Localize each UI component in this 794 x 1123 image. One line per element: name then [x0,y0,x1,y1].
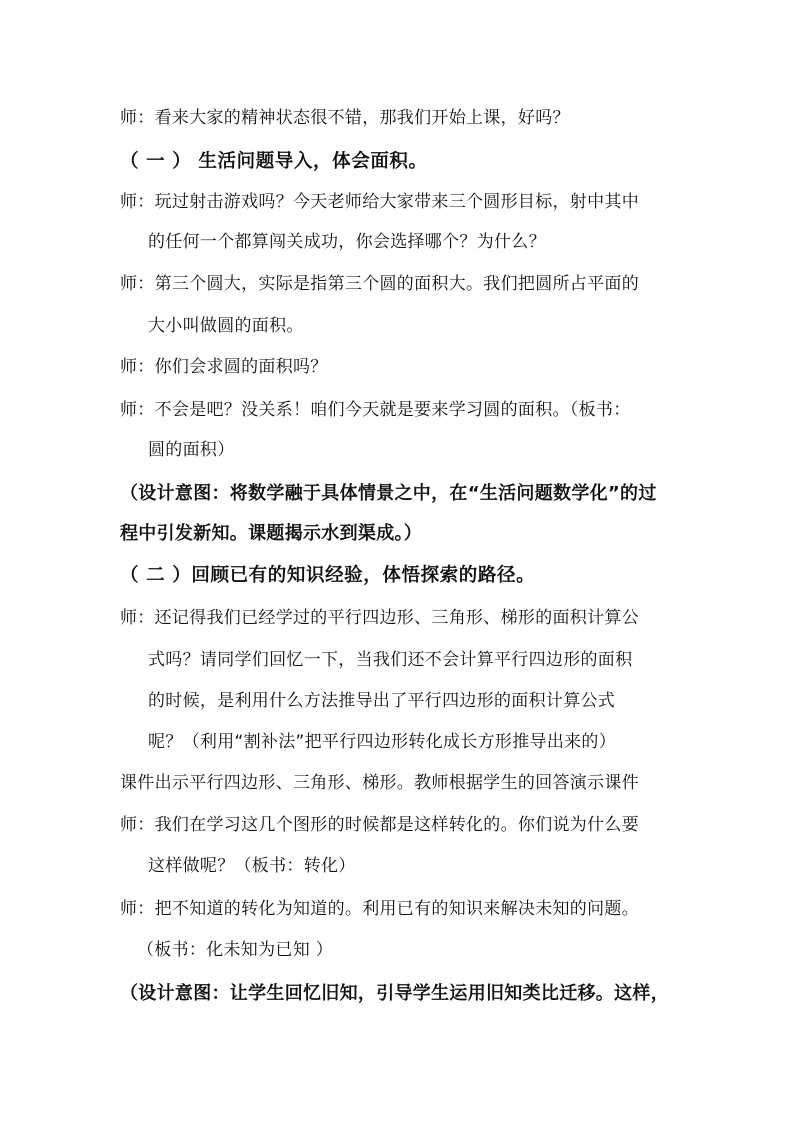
text-line: 大小叫做圆的面积。 [148,316,304,336]
section-heading: （ 二 ）回顾已有的知识经验，体悟探索的路径。 [120,565,536,586]
text-line: 师：看来大家的精神状态很不错，那我们开始上课，好吗？ [120,108,570,128]
text-line: 呢？（利用“割补法”把平行四边形转化成长方形推导出来的） [148,732,617,752]
section-heading: （ 一 ） 生活问题导入，体会面积。 [120,151,428,172]
design-intent-note: 程中引发新知。课题揭示水到渠成。） [120,523,423,544]
text-line: （板书：化未知为已知 ） [137,940,334,960]
text-line: 课件出示平行四边形、三角形、梯形。教师根据学生的回答演示课件 [120,773,639,793]
text-line: 师：我们在学习这几个图形的时候都是这样转化的。你们说为什么要 [120,815,639,835]
text-line: 师：不会是吧？没关系！咱们今天就是要来学习圆的面积。（板书： [120,400,631,420]
text-line: 师：第三个圆大，实际是指第三个圆的面积大。我们把圆所占平面的 [120,274,639,294]
text-line: 师：你们会求圆的面积吗？ [120,357,328,377]
design-intent-note: （设计意图：让学生回忆旧知，引导学生运用旧知类比迁移。这样， [120,983,669,1004]
text-line: 的任何一个都算闯关成功，你会选择哪个？为什么？ [148,232,546,252]
text-line: 师：玩过射击游戏吗？今天老师给大家带来三个圆形目标，射中其中 [120,192,639,212]
text-line: 式吗？请同学们回忆一下，当我们还不会计算平行四边形的面积 [148,650,633,670]
text-line: 这样做呢？（板书：转化） [148,856,356,876]
text-line: 圆的面积） [148,440,235,460]
design-intent-note: （设计意图：将数学融于具体情景之中，在“生活问题数学化”的过 [120,483,657,504]
text-line: 的时候，是利用什么方法推导出了平行四边形的面积计算公式 [148,691,616,711]
text-line: 师：把不知道的转化为知道的。利用已有的知识来解决未知的问题。 [120,899,639,919]
text-line: 师：还记得我们已经学过的平行四边形、三角形、梯形的面积计算公 [120,608,639,628]
